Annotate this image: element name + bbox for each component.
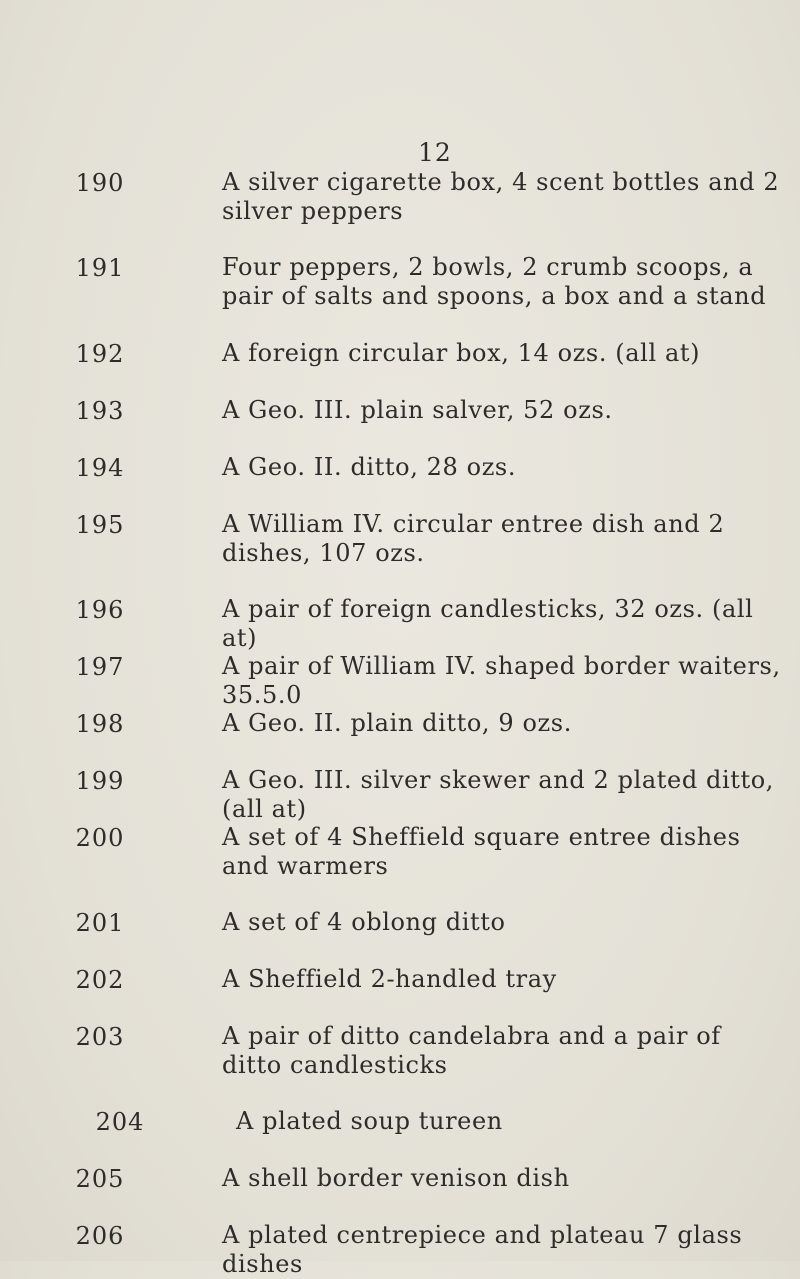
lot-description: A pair of William IV. shaped border waiters, 35.5.0	[222, 652, 781, 709]
lot-description: A pair of ditto candelabra and a pair of ditto candlesticks	[222, 1022, 721, 1079]
lot-number: 194	[75, 454, 125, 482]
lot-description: A Geo. II. ditto, 28 ozs.	[222, 453, 517, 481]
lot-number: 205	[75, 1165, 125, 1193]
lot-number: 192	[75, 340, 125, 368]
lot-description: A set of 4 oblong ditto	[222, 908, 506, 936]
lot-number: 199	[75, 767, 125, 795]
lot-description: A shell border venison dish	[222, 1164, 570, 1192]
lot-number: 204	[95, 1108, 145, 1136]
lot-number: 198	[75, 710, 125, 738]
lot-number: 203	[75, 1023, 125, 1051]
lot-number: 196	[75, 596, 125, 624]
lot-number: 206	[75, 1222, 125, 1250]
lot-number: 200	[75, 824, 125, 852]
lot-description: A Geo. II. plain ditto, 9 ozs.	[222, 709, 572, 737]
lot-description: A foreign circular box, 14 ozs. (all at)	[222, 339, 701, 367]
lot-description: A plated centrepiece and plateau 7 glass dishes	[222, 1221, 743, 1278]
lot-description: A Sheffield 2-handled tray	[222, 965, 557, 993]
lot-description: A set of 4 Sheffield square entree dishes and warmers	[222, 823, 741, 880]
lot-number: 191	[75, 254, 125, 282]
lot-description: A Geo. III. silver skewer and 2 plated ditto, (all at)	[222, 766, 775, 823]
lot-number: 202	[75, 966, 125, 994]
lot-number: 190	[75, 169, 125, 197]
lot-number: 197	[75, 653, 125, 681]
lot-number: 201	[75, 909, 125, 937]
lot-description: A silver cigarette box, 4 scent bottles and 2 silver peppers	[222, 168, 780, 225]
lot-number: 195	[75, 511, 125, 539]
lot-description: A plated soup tureen	[236, 1107, 503, 1135]
lot-description: Four peppers, 2 bowls, 2 crumb scoops, a pair of salts and spoons, a box and a stand	[222, 253, 767, 310]
lot-description: A pair of foreign candlesticks, 32 ozs. (all at)	[222, 595, 754, 652]
lot-number: 193	[75, 397, 125, 425]
lot-description: A William IV. circular entree dish and 2 dishes, 107 ozs.	[222, 510, 725, 567]
page-number: 12	[418, 138, 452, 167]
lot-description: A Geo. III. plain salver, 52 ozs.	[222, 396, 613, 424]
